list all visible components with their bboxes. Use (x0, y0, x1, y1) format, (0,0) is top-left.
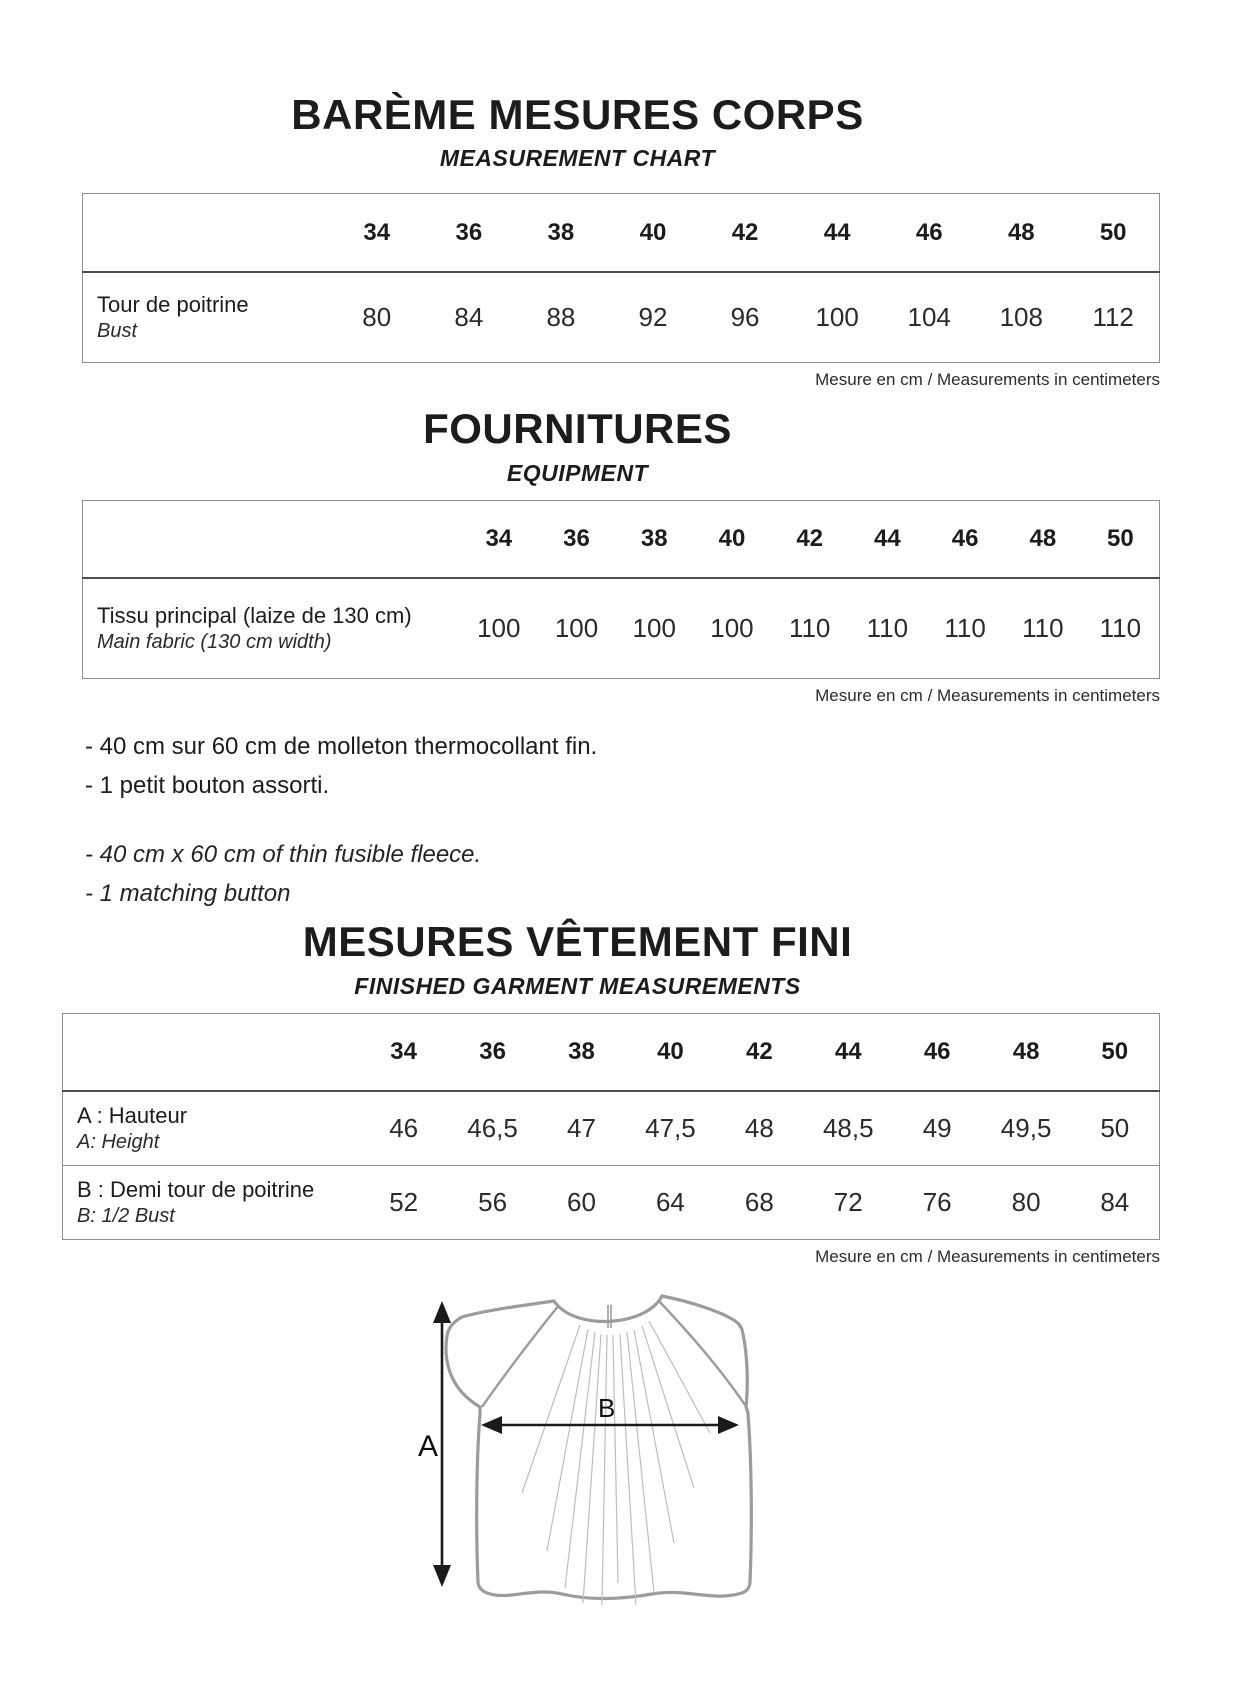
corner-cell (63, 1013, 360, 1091)
measurement-row (63, 1091, 1160, 1165)
row-label-en: B: 1/2 Bust (77, 1204, 175, 1227)
finished-garment-subtitle: FINISHED GARMENT MEASUREMENTS (354, 972, 801, 999)
bust-arrow-label: B (598, 1392, 616, 1423)
body-measurements-subtitle: MEASUREMENT CHART (439, 145, 716, 172)
row-label-fr: A : Hauteur (77, 1103, 188, 1129)
arrowhead-bottom (433, 1565, 451, 1587)
value-cell: 68 (744, 1186, 774, 1217)
value-cell: 56 (478, 1186, 508, 1217)
note-button-fr: - 1 petit bouton assorti. (85, 771, 330, 799)
value-cell: 110 (788, 613, 831, 644)
value-cell: 48 (744, 1113, 774, 1144)
garment-outline (446, 1296, 751, 1599)
row-label-en: Bust (97, 319, 138, 342)
value-cell: 60 (567, 1186, 596, 1217)
value-cell: 47,5 (645, 1113, 696, 1144)
size-header-cell: 40 (639, 218, 667, 246)
size-header-row (63, 1013, 1160, 1091)
note-fleece-en: - 40 cm x 60 cm of thin fusible fleece. (85, 840, 482, 868)
value-cell: 110 (1099, 613, 1142, 644)
height-arrow-label: A (418, 1429, 439, 1463)
size-header-cell: 36 (455, 218, 483, 246)
row-label-cell (63, 1091, 360, 1165)
size-header-cell: 42 (796, 525, 824, 553)
finished-garment-title: MESURES VÊTEMENT FINI (302, 918, 853, 966)
row-label-en: A: Height (77, 1130, 160, 1153)
row-label-fr: Tissu principal (laize de 130 cm) (97, 603, 412, 629)
supplies-notes-french (85, 728, 1246, 806)
size-header-cell: 38 (640, 525, 668, 553)
size-header-cell: 38 (547, 218, 575, 246)
size-header-cell: 48 (1007, 218, 1035, 246)
section-body-measurements-header (0, 0, 1155, 171)
row-label-fr: Tour de poitrine (97, 292, 249, 318)
garment-diagram (402, 1283, 822, 1633)
value-cell: 88 (546, 302, 576, 333)
unit-note-body: Mesure en cm / Measurements in centimeters (815, 370, 1160, 390)
unit-note-finished: Mesure en cm / Measurements in centimeters (815, 1246, 1160, 1266)
value-cell: 100 (554, 613, 599, 644)
supplies-subtitle: EQUIPMENT (506, 459, 649, 486)
value-cell: 104 (907, 302, 951, 333)
size-header-cell: 34 (363, 218, 391, 246)
corner-cell (83, 500, 460, 578)
measurement-row (83, 578, 1160, 678)
supplies-title: FOURNITURES (423, 405, 732, 453)
value-cell: 100 (710, 613, 754, 644)
size-header-cell: 42 (745, 1038, 773, 1066)
row-label-cell (63, 1165, 360, 1239)
value-cell: 108 (999, 302, 1043, 333)
value-cell: 110 (1022, 613, 1064, 644)
value-cell: 84 (454, 302, 484, 333)
value-cell: 52 (389, 1186, 419, 1217)
value-cell: 50 (1100, 1113, 1130, 1144)
size-header-cell: 34 (485, 525, 513, 553)
garment-diagram-svg (402, 1283, 822, 1628)
section-finished-garment-header (0, 919, 1155, 998)
size-header-cell: 46 (951, 525, 979, 553)
size-header-cell: 42 (731, 218, 759, 246)
size-header-row (83, 194, 1160, 272)
size-header-cell: 40 (718, 525, 746, 553)
section-supplies-header (0, 406, 1155, 485)
unit-note-supplies: Mesure en cm / Measurements in centimeters (815, 685, 1160, 705)
size-header-cell: 38 (568, 1038, 595, 1066)
note-fleece-fr: - 40 cm sur 60 cm de molleton thermocollant fin. (85, 732, 598, 760)
size-header-cell: 50 (1099, 218, 1127, 246)
note-button-en: - 1 matching button (85, 879, 291, 907)
value-cell: 96 (730, 302, 760, 333)
finished-measurements-table (62, 1013, 1160, 1240)
measurement-row (83, 272, 1160, 363)
size-header-cell: 44 (874, 525, 901, 553)
value-cell: 49 (922, 1113, 952, 1144)
size-header-cell: 48 (1029, 525, 1057, 553)
body-measurements-title: BARÈME MESURES CORPS (291, 91, 864, 138)
row-label-cell (83, 272, 331, 363)
size-header-cell: 46 (915, 218, 943, 246)
value-cell: 64 (655, 1186, 685, 1217)
row-label-cell (83, 578, 460, 678)
value-cell: 46 (389, 1113, 419, 1144)
value-cell: 100 (632, 613, 676, 644)
value-cell: 49,5 (1000, 1113, 1052, 1144)
size-header-cell: 44 (834, 1038, 862, 1066)
supplies-notes-english (85, 836, 1246, 914)
value-cell: 92 (638, 302, 668, 333)
value-cell: 80 (1011, 1186, 1041, 1217)
value-cell: 110 (866, 613, 909, 644)
measurement-row (63, 1165, 1160, 1239)
size-header-cell: 36 (563, 525, 590, 553)
body-measurements-table (82, 193, 1160, 363)
size-header-cell: 34 (390, 1038, 417, 1066)
value-cell: 110 (944, 613, 986, 644)
size-header-cell: 36 (479, 1038, 506, 1066)
value-cell: 76 (922, 1186, 952, 1217)
value-cell: 48,5 (822, 1113, 874, 1144)
value-cell: 84 (1100, 1186, 1130, 1217)
size-header-cell: 46 (923, 1038, 951, 1066)
value-cell: 100 (477, 613, 521, 644)
arrowhead-top (433, 1301, 451, 1323)
value-cell: 47 (567, 1113, 596, 1144)
value-cell: 112 (1092, 302, 1134, 333)
size-header-row (83, 500, 1160, 578)
size-header-cell: 48 (1012, 1038, 1040, 1066)
size-header-cell: 50 (1106, 525, 1134, 553)
size-header-cell: 50 (1101, 1038, 1129, 1066)
supplies-table (82, 500, 1160, 679)
value-cell: 72 (833, 1186, 863, 1217)
value-cell: 100 (815, 302, 859, 333)
corner-cell (83, 194, 331, 272)
size-header-cell: 40 (657, 1038, 684, 1066)
value-cell: 80 (362, 302, 392, 333)
row-label-en: Main fabric (130 cm width) (97, 630, 332, 653)
row-label-fr: B : Demi tour de poitrine (77, 1177, 315, 1203)
value-cell: 46,5 (467, 1113, 518, 1144)
size-header-cell: 44 (823, 218, 851, 246)
